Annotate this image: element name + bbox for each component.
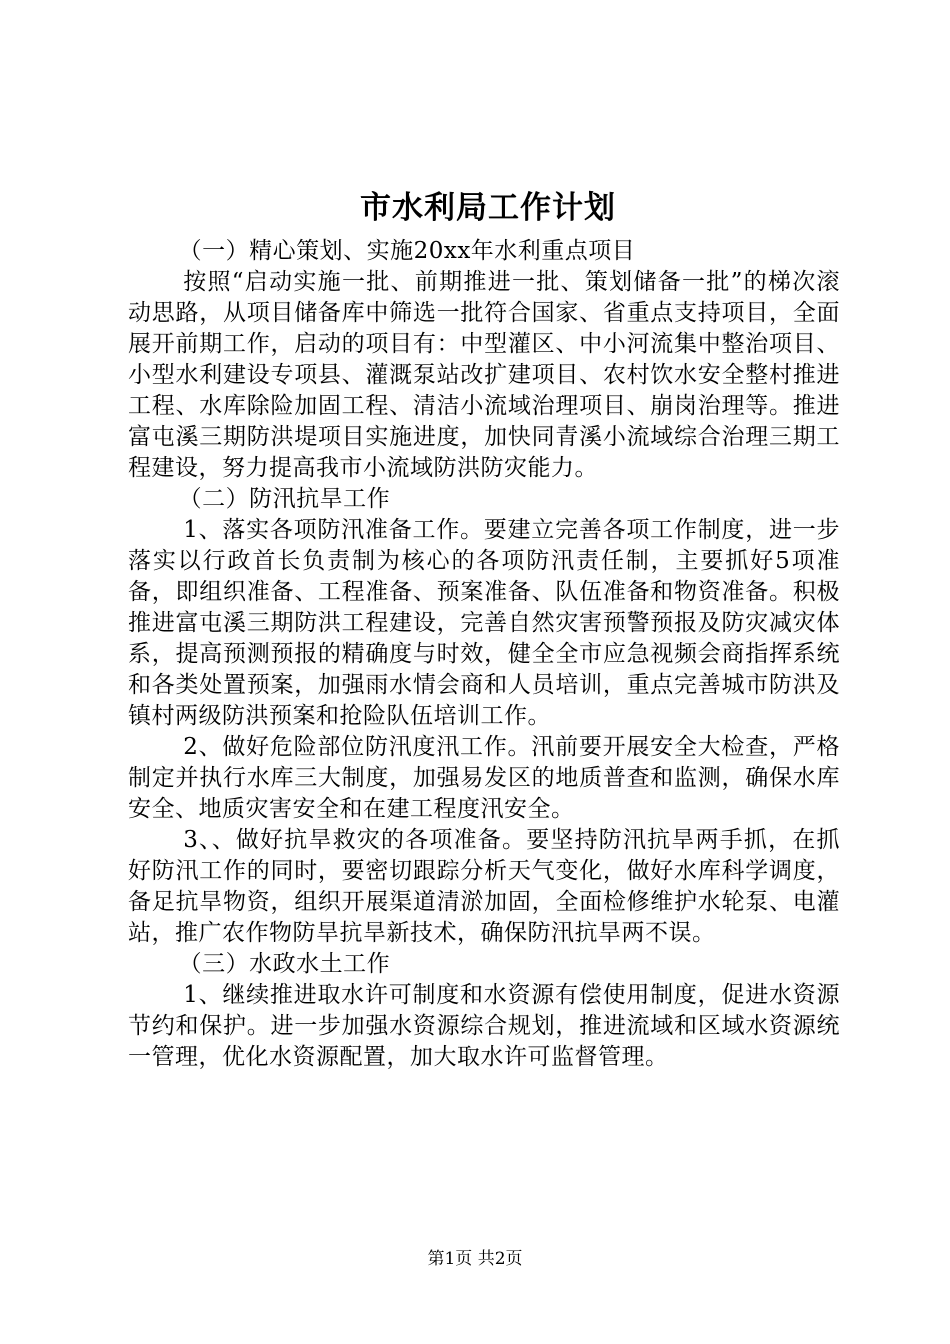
section-heading: （二）防汛抗旱工作 [178, 486, 391, 512]
paragraph: 1、继续推进取水许可制度和水资源有偿使用制度，促进水资源节约和保护。进一步加强水资源综合规划，推进流域和区域水资源统一管理，优化水资源配置，加大取水许可监督管理。 [128, 982, 840, 1070]
paragraph: 2、做好危险部位防汛度汛工作。汛前要开展安全大检查，严格制定并执行水库三大制度，加强易发区的地质普查和监测，确保水库安全、地质灾害安全和在建工程度汛安全。 [128, 734, 840, 822]
document-body [128, 236, 840, 1073]
paragraph: 按照“启动实施一批、前期推进一批、策划储备一批”的梯次滚动思路，从项目储备库中筛选一批符合国家、省重点支持项目，全面展开前期工作，启动的项目有：中型灌区、中小河流集中整治项目、小型水利建设专项县、灌溉泵站改扩建项目、农村饮水安全整村推进工程、水库除险加固工程、清洁小流域治理项目、崩岗治理等。推进富屯溪三期防洪堤项目实施进度，加快同青溪小流域综合治理三期工程建设，努力提高我市小流域防洪防灾能力。 [128, 269, 840, 481]
document-title: 市水利局工作计划 [360, 190, 616, 226]
paragraph: 1、落实各项防汛准备工作。要建立完善各项工作制度，进一步落实以行政首长负责制为核心的各项防汛责任制，主要抓好5项准备，即组织准备、工程准备、预案准备、队伍准备和物资准备。积极推进富屯溪三期防洪工程建设，完善自然灾害预警预报及防灾减灾体系，提高预测预报的精确度与时效，健全全市应急视频会商指挥系统和各类处置预案，加强雨水情会商和人员培训，重点完善城市防洪及镇村两级防洪预案和抢险队伍培训工作。 [128, 517, 840, 729]
paragraph: 3、、做好抗旱救灾的各项准备。要坚持防汛抗旱两手抓，在抓好防汛工作的同时，要密切跟踪分析天气变化，做好水库科学调度，备足抗旱物资，组织开展渠道清淤加固，全面检修维护水轮泵、电灌站，推广农作物防旱抗旱新技术，确保防汛抗旱两不误。 [128, 827, 840, 946]
section-heading: （三）水政水土工作 [178, 951, 391, 977]
page-footer: 第1页 共2页 [427, 1249, 523, 1269]
section-heading: （一）精心策划、实施20xx年水利重点项目 [178, 238, 636, 264]
